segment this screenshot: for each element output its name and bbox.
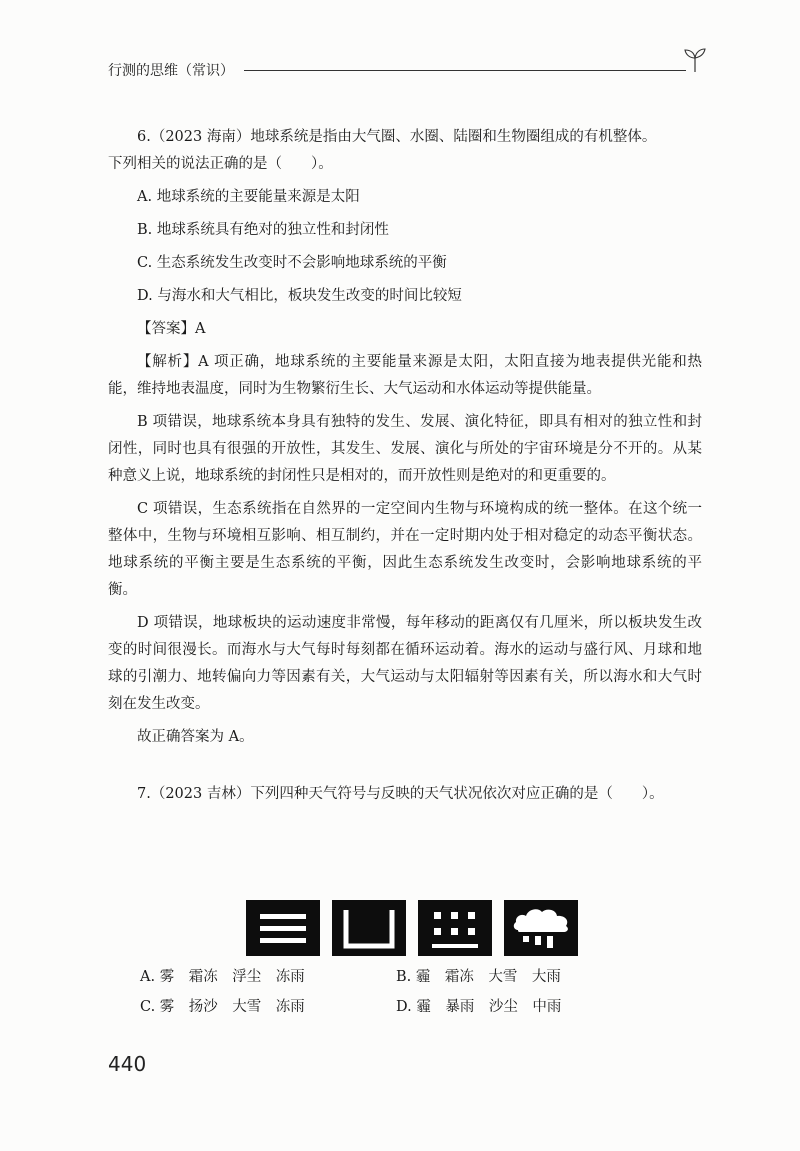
weather-symbols <box>246 900 576 958</box>
q6-conclusion: 故正确答案为 A。 <box>137 729 254 745</box>
running-header <box>108 56 708 86</box>
frost-symbol <box>332 900 406 956</box>
q6-analysis-d: D 项错误，地球板块的运动速度非常慢，每年移动的距离仅有几厘米，所以板块发生改变的时间很漫长。而海水与大气每时每刻都在循环运动着。海水的运动与盛行风、月球和地球的引潮力、地转偏向力等因素有关，大气运动与太阳辐射等因素有关，所以海水和大气时刻在发生改变。 <box>108 615 702 712</box>
q6-answer: 【答案】A <box>137 321 206 337</box>
fog-lines-icon <box>246 900 320 956</box>
frost-bracket-icon <box>332 900 406 956</box>
sprout-icon <box>682 46 708 74</box>
sand-dust-symbol <box>418 900 492 956</box>
q6-analysis-a: 【解析】A 项正确，地球系统的主要能量来源是太阳，太阳直接为地表提供光能和热能，维持地表温度，同时为生物繁衍生长、大气运动和水体运动等提供能量。 <box>108 354 702 397</box>
q6-stem-line2: 下列相关的说法正确的是（ ）。 <box>108 156 333 172</box>
q7-option-a: A. 雾 霜冻 浮尘 冻雨 <box>140 969 305 985</box>
q7-option-c: C. 雾 扬沙 大雪 冻雨 <box>140 999 305 1015</box>
header-title: 行测的思维（常识） <box>108 63 234 79</box>
q6-analysis-b: B 项错误，地球系统本身具有独特的发生、发展、演化特征，即具有相对的独立性和封闭性，同时也具有很强的开放性，其发生、发展、演化与所处的宇宙环境是分不开的。从某种意义上说，地球系统的封闭性只是相对的，而开放性则是绝对的和更重要的。 <box>108 414 702 484</box>
q6-option-c: C. 生态系统发生改变时不会影响地球系统的平衡 <box>137 255 447 271</box>
fog-symbol <box>246 900 320 956</box>
q6-option-d: D. 与海水和大气相比，板块发生改变的时间比较短 <box>137 288 462 304</box>
rain-cloud-symbol <box>504 900 578 956</box>
q7-options <box>140 962 620 1022</box>
q7-options-row <box>140 962 620 992</box>
q6-option-b: B. 地球系统具有绝对的独立性和封闭性 <box>137 222 389 238</box>
q6-analysis-c: C 项错误，生态系统指在自然界的一定空间内生物与环境构成的统一整体。在这个统一整体中，生物与环境相互影响、相互制约，并在一定时期内处于相对稳定的动态平衡状态。地球系统的平衡主要是生态系统的平衡，因此生态系统发生改变时，会影响地球系统的平衡。 <box>108 501 702 598</box>
rain-cloud-icon <box>504 900 578 956</box>
q7-option-b: B. 霾 霜冻 大雪 大雨 <box>396 969 561 985</box>
q7-options-row <box>140 992 620 1022</box>
header-rule <box>244 70 686 71</box>
page-content <box>108 124 702 808</box>
dots-icon <box>418 900 492 956</box>
page-number: 440 <box>108 1052 147 1076</box>
q7-option-d: D. 霾 暴雨 沙尘 中雨 <box>396 999 562 1015</box>
q6-option-a: A. 地球系统的主要能量来源是太阳 <box>137 189 360 205</box>
q7-stem: 7.（2023 吉林）下列四种天气符号与反映的天气状况依次对应正确的是（ ）。 <box>137 786 664 802</box>
q6-stem-line1: 6.（2023 海南）地球系统是指由大气圈、水圈、陆圈和生物圈组成的有机整体。 <box>137 129 657 145</box>
